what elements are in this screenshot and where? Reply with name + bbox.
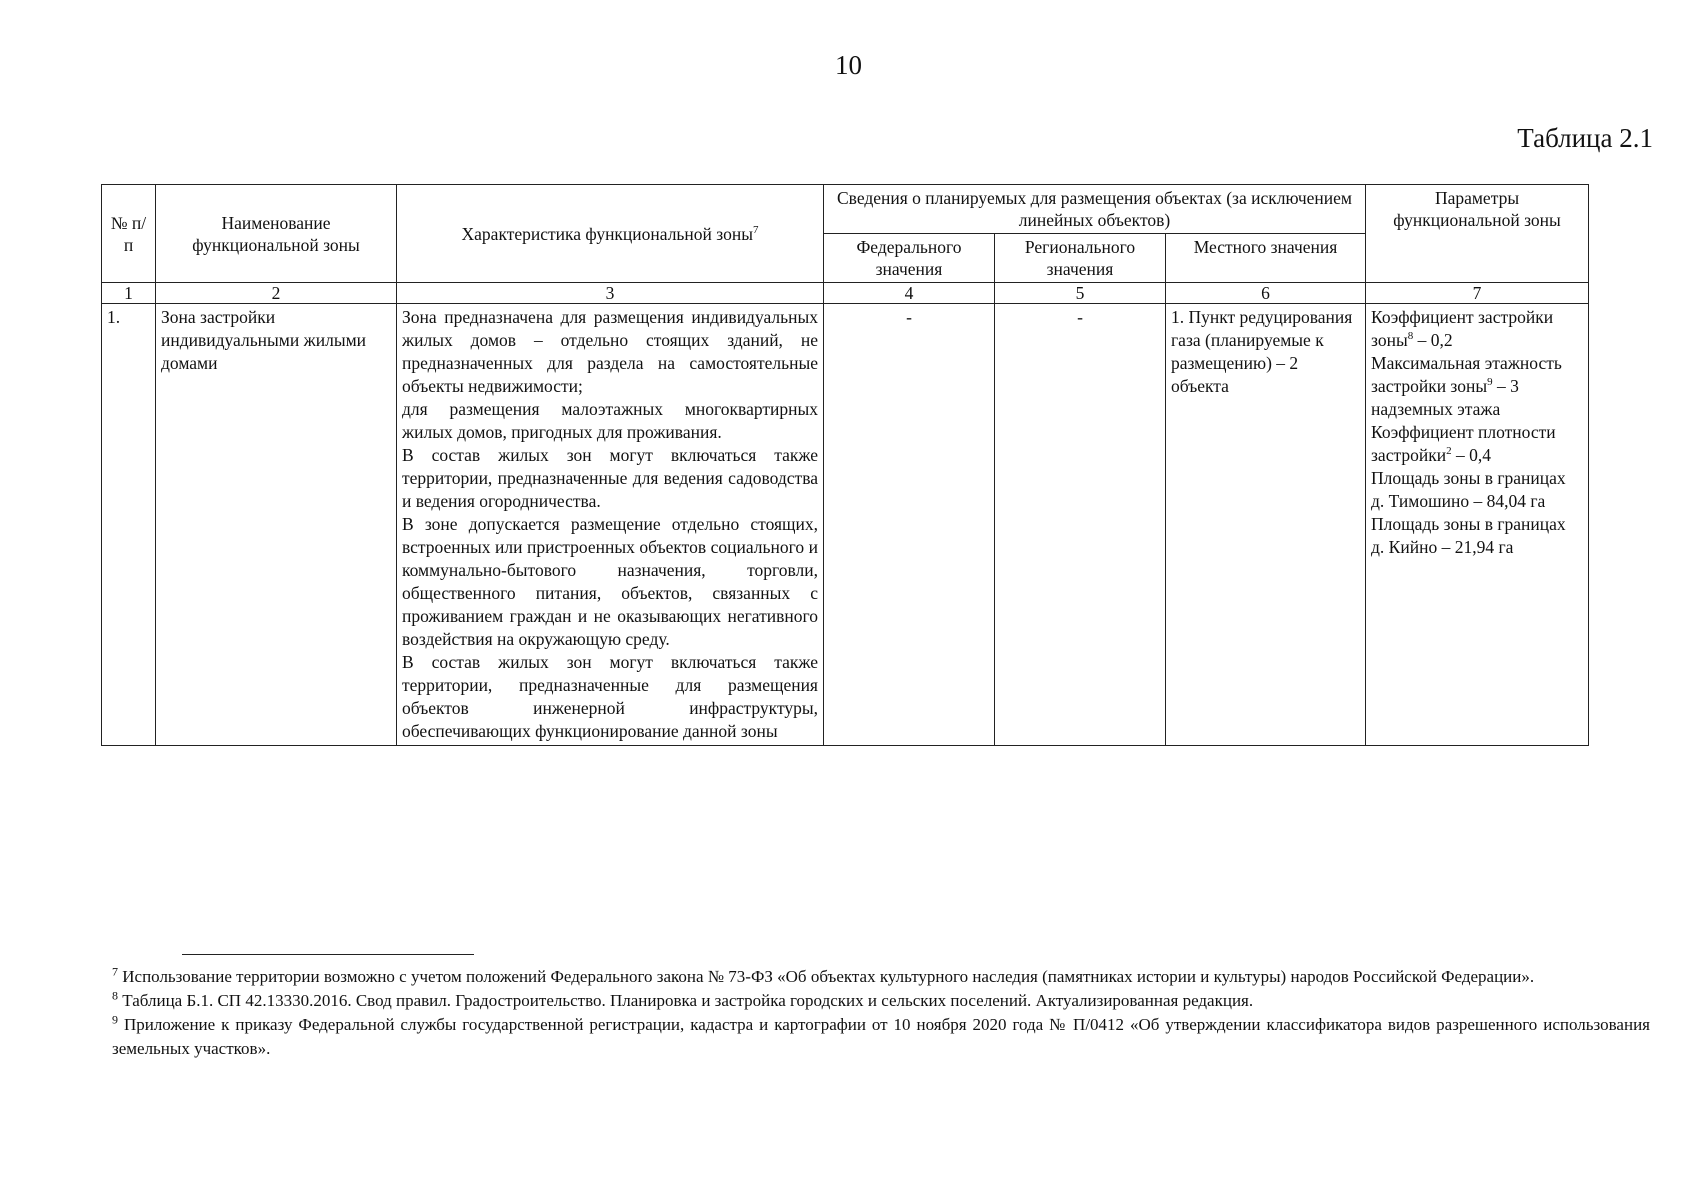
footnote-7 xyxy=(112,965,1650,989)
footnote-mark: 8 xyxy=(112,988,118,1003)
footnote-8 xyxy=(112,989,1650,1013)
characteristic-paragraph: В состав жилых зон могут включаться также территории, предназначенные для ведения садоводства и ведения огородничества. xyxy=(402,445,818,511)
footnote-ref-8: 8 xyxy=(1407,330,1414,343)
param-area-kiyno: Площадь зоны в границах д. Кийно – 21,94 га xyxy=(1371,514,1566,557)
header-local: Местного значения xyxy=(1166,234,1366,283)
param-area-timoshino: Площадь зоны в границах д. Тимошино – 84,04 га xyxy=(1371,468,1566,511)
header-characteristic xyxy=(397,185,824,283)
column-numbers-row xyxy=(102,283,1589,304)
row-federal: - xyxy=(824,304,995,746)
row-zone-name: Зона застройки индивидуальными жилыми домами xyxy=(156,304,397,746)
param-text: Коэффициент застройки зоны xyxy=(1371,307,1554,350)
column-number: 7 xyxy=(1366,283,1589,304)
param-value: – 0,2 xyxy=(1413,330,1453,350)
param-value: – 3 надземных этажа xyxy=(1371,376,1519,419)
header-parameters: Параметры функциональной зоны xyxy=(1366,185,1589,283)
header-planned-objects: Сведения о планируемых для размещения объектах (за исключением линейных объектов) xyxy=(824,185,1366,234)
characteristic-paragraph: для размещения малоэтажных многоквартирных жилых домов, пригодных для проживания. xyxy=(402,399,818,442)
footnote-separator xyxy=(182,954,474,955)
table-caption: Таблица 2.1 xyxy=(1517,123,1653,153)
footnote-9 xyxy=(112,1013,1650,1061)
param-value: – 0,4 xyxy=(1451,445,1491,465)
column-number: 1 xyxy=(102,283,156,304)
footnote-ref-9: 9 xyxy=(1487,376,1493,389)
characteristic-paragraph: Зона предназначена для размещения индивидуальных жилых домов – отдельно стоящих зданий, не предназначенных для раздела на самостоятельные объекты недвижимости; xyxy=(402,307,818,396)
functional-zones-table xyxy=(101,184,1589,746)
characteristic-paragraph: В состав жилых зон могут включаться также территории, предназначенные для размещения объектов инженерной инфраструктуры, обеспечивающих функционирование данной зоны xyxy=(402,652,818,741)
param-text: Коэффициент плотности застройки xyxy=(1371,422,1556,465)
table-row xyxy=(102,304,1589,746)
column-number: 4 xyxy=(824,283,995,304)
row-num: 1. xyxy=(102,304,156,746)
page-number: 10 xyxy=(835,50,862,80)
column-number: 6 xyxy=(1166,283,1366,304)
footnote-text: Приложение к приказу Федеральной службы государственной регистрации, кадастра и картографии от 10 ноября 2020 года № П/0412 «Об утверждении классификатора видов разрешенного использования земельных участков». xyxy=(112,1015,1650,1058)
row-parameters xyxy=(1366,304,1589,746)
footnote-text: Использование территории возможно с учетом положений Федерального закона № 73-ФЗ «Об объектах культурного наследия (памятниках истории и культуры) народов Российской Федерации». xyxy=(118,967,1535,986)
column-number: 2 xyxy=(156,283,397,304)
param-text: Максимальная этажность застройки зоны xyxy=(1371,353,1562,396)
footnote-mark: 9 xyxy=(112,1012,118,1027)
row-regional: - xyxy=(995,304,1166,746)
row-local: 1. Пункт редуцирования газа (планируемые к размещению) – 2 объекта xyxy=(1166,304,1366,746)
row-characteristic xyxy=(397,304,824,746)
column-number: 3 xyxy=(397,283,824,304)
footnote-mark: 7 xyxy=(112,964,118,979)
header-characteristic-text: Характеристика функциональной зоны xyxy=(461,223,753,244)
param-max-floors xyxy=(1371,352,1583,421)
column-number: 5 xyxy=(995,283,1166,304)
footnote-text: Таблица Б.1. СП 42.13330.2016. Свод правил. Градостроительство. Планировка и застройка городских и сельских поселений. Актуализированная редакция. xyxy=(118,991,1254,1010)
param-building-coefficient xyxy=(1371,306,1583,352)
header-federal: Федерального значения xyxy=(824,234,995,283)
footnote-ref-2: 2 xyxy=(1446,445,1452,458)
footnotes xyxy=(112,965,1650,1061)
param-density-coefficient xyxy=(1371,421,1583,467)
footnote-ref-7: 7 xyxy=(752,223,759,236)
header-zone-name: Наименование функциональной зоны xyxy=(156,185,397,283)
header-num: № п/п xyxy=(102,185,156,283)
header-regional: Регионального значения xyxy=(995,234,1166,283)
characteristic-paragraph: В зоне допускается размещение отдельно стоящих, встроенных или пристроенных объектов социального и коммунально-бытового назначения, торговли, общественного питания, объектов, связанных с проживанием граждан и не оказывающих негативного воздействия на окружающую среду. xyxy=(402,514,818,649)
